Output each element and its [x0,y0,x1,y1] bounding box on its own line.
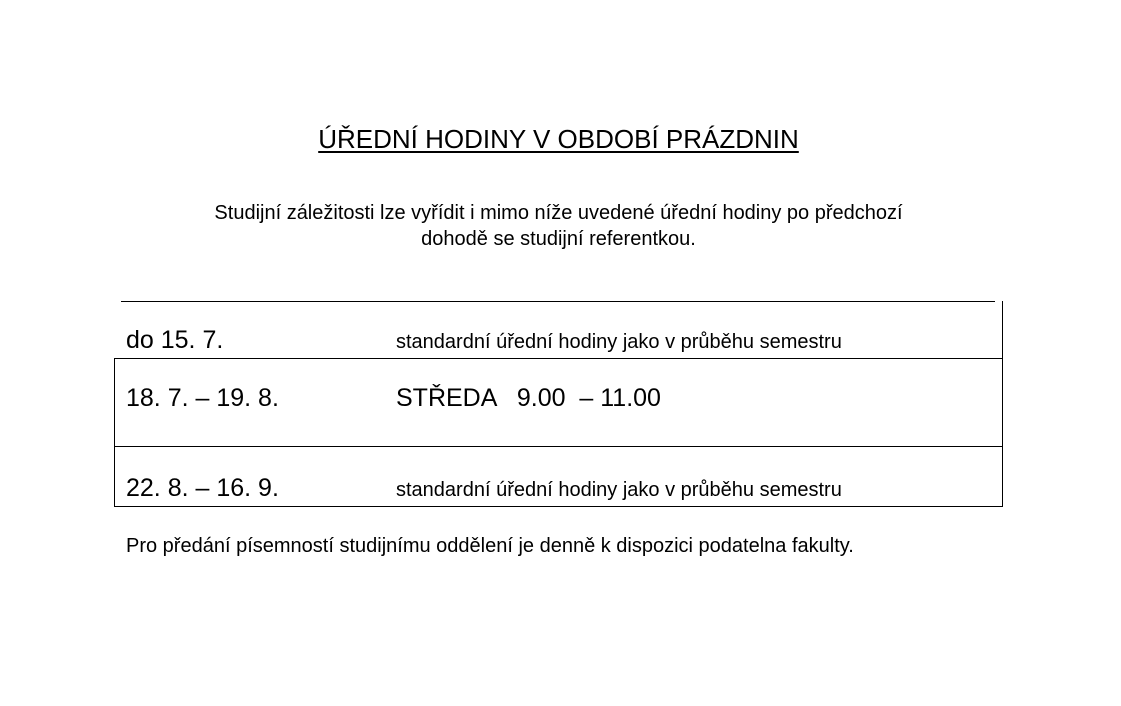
table-bottom-border [114,506,1003,507]
table-row-3-hours: standardní úřední hodiny jako v průběhu semestru [396,479,842,501]
table-row-divider [114,446,1003,447]
document-title: ÚŘEDNÍ HODINY V OBDOBÍ PRÁZDNIN [318,124,799,154]
table-right-border [1002,301,1003,507]
footer-note: Pro předání písemností studijnímu oddělení je denně k dispozici podatelna fakulty. [126,535,854,557]
intro-paragraph [0,200,1117,252]
table-row-2-hours: STŘEDA 9.00 – 11.00 [396,384,661,412]
intro-line-2: dohodě se studijní referentkou. [421,228,696,250]
table-row-1-hours: standardní úřední hodiny jako v průběhu semestru [396,331,842,353]
table-row-3-period: 22. 8. – 16. 9. [126,474,279,502]
intro-line-1: Studijní záležitosti lze vyřídit i mimo níže uvedené úřední hodiny po předchozí [214,202,903,224]
table-row-2-period: 18. 7. – 19. 8. [126,384,279,412]
table-row-1-period: do 15. 7. [126,326,224,354]
table-left-border [114,358,115,507]
table-row-divider [114,358,1003,359]
table-top-border [121,301,995,302]
